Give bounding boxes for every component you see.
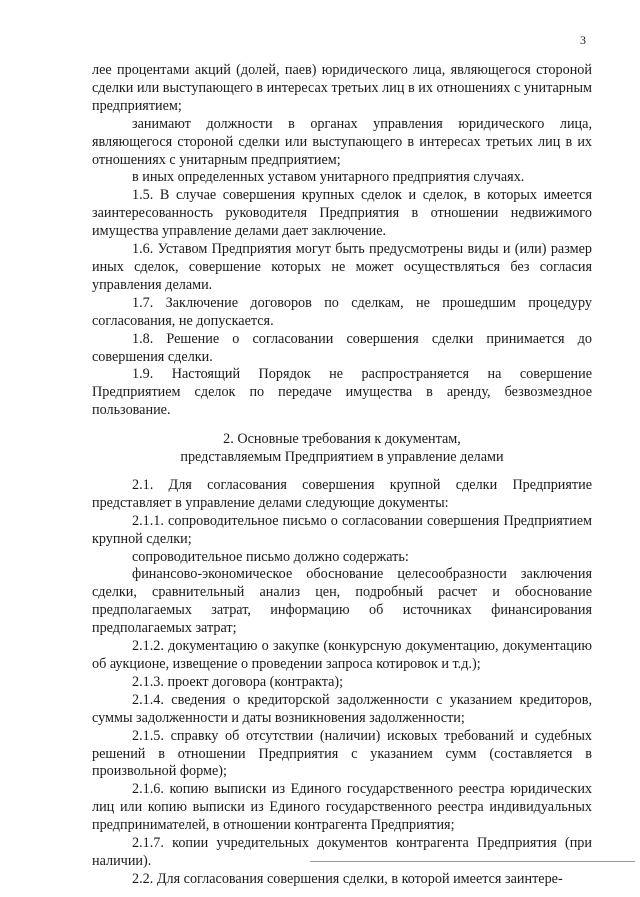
paragraph: 1.5. В случае совершения крупных сделок и сделок, в которых имеется заинтересованность руководителя Предприятия в отношении недвижимого имущества управление делами дает заключение. — [92, 187, 592, 240]
page-number: 3 — [580, 33, 586, 47]
paragraph: 2.2. Для согласования совершения сделки, в которой имеется заинтере- — [132, 870, 563, 887]
section-heading-line-1: 2. Основные требования к документам, — [223, 431, 461, 448]
paragraph: 2.1.1. сопроводительное письмо о согласовании совершения Предприятием крупной сделки; — [92, 512, 592, 547]
paragraph: лее процентами акций (долей, паев) юридического лица, являющегося стороной сделки или выступающего в интересах третьих лиц в их отношениях с унитарным предприятием; — [92, 62, 592, 114]
paragraph: в иных определенных уставом унитарного предприятия случаях. — [132, 169, 525, 186]
paragraph: 2.1.6. копию выписки из Единого государственного реестра юридических лиц или копию выписки из Единого государственного реестра индивидуальных предпринимателей, в отношении контрагента Предприятия; — [92, 781, 592, 834]
paragraph: 1.8. Решение о согласовании совершения сделки принимается до совершения сделки. — [92, 330, 592, 365]
paragraphs-section-2 — [92, 477, 592, 889]
paragraphs-section-1 — [92, 62, 592, 420]
section-heading — [92, 431, 592, 467]
paragraph: финансово-экономическое обоснование целесообразности заключения сделки, сравнительный анализ цен, подробный расчет и обоснование предполагаемых затрат, информацию об источниках финансирования предполагаемых затрат; — [92, 566, 592, 637]
paragraph: занимают должности в органах управления юридического лица, являющегося стороной сделки или выступающего в интересах третьих лиц в их отношениях с унитарным предприятием; — [92, 115, 592, 168]
paragraph: 2.1. Для согласования совершения крупной сделки Предприятие представляет в управление делами следующие документы: — [92, 476, 592, 511]
paragraph: 2.1.7. копии учредительных документов контрагента Предприятия (при наличии). — [92, 835, 592, 869]
section-heading-line-2: представляемым Предприятием в управление делами — [180, 449, 504, 466]
paragraph: 1.9. Настоящий Порядок не распространяется на совершение Предприятием сделок по передаче имущества в аренду, безвозмездное пользование. — [92, 366, 592, 419]
paragraph: 2.1.3. проект договора (контракта); — [132, 673, 344, 690]
paragraph: 2.1.2. документацию о закупке (конкурсную документацию, документацию об аукционе, извещение о проведении запроса котировок и т.д.); — [92, 638, 592, 672]
paragraph: 2.1.4. сведения о кредиторской задолженности с указанием кредиторов, суммы задолженности и даты возникновения задолженности; — [92, 691, 592, 726]
footer-divider — [310, 861, 635, 862]
document-body — [92, 62, 592, 889]
paragraph: 1.6. Уставом Предприятия могут быть предусмотрены виды и (или) размер иных сделок, совершение которых не может осуществляться без согласия управления делами. — [92, 241, 592, 293]
paragraph: сопроводительное письмо должно содержать: — [132, 548, 409, 565]
paragraph: 1.7. Заключение договоров по сделкам, не прошедшим процедуру согласования, не допускается. — [92, 294, 592, 329]
paragraph: 2.1.5. справку об отсутствии (наличии) исковых требований и судебных решений в отношении Предприятия с указанием сумм (составляется в произвольной форме); — [92, 727, 592, 780]
